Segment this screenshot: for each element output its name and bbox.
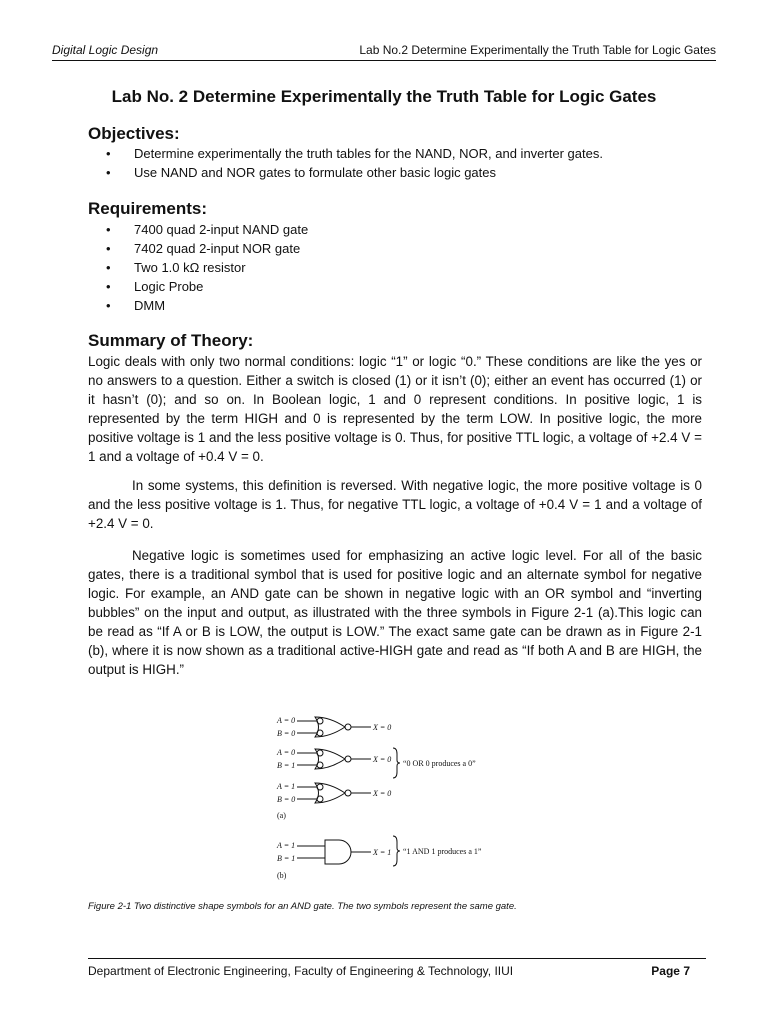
gate1-input-a: A = 0 [277, 716, 296, 725]
and-input-b: B = 1 [277, 854, 296, 863]
list-item: • Logic Probe [106, 277, 308, 296]
header-course-title: Digital Logic Design [52, 43, 159, 57]
figure-caption: Figure 2-1 Two distinctive shape symbols for an AND gate. The two symbols represent the same gate. [88, 901, 517, 912]
header-lab-title: Lab No.2 Determine Experimentally the Truth Table for Logic Gates [359, 43, 716, 57]
figure-b-note: “1 AND 1 produces a 1” [403, 847, 482, 856]
gate3-input-b: B = 0 [277, 795, 296, 804]
theory-heading: Summary of Theory: [88, 331, 254, 350]
figure-a-label: (a) [277, 811, 286, 820]
and-output: X = 1 [373, 848, 392, 857]
gate2-input-b: B = 1 [277, 761, 296, 770]
page-number: Page 7 [651, 964, 690, 978]
theory-paragraph-3: Negative logic is sometimes used for emphasizing an active logic level. For all of the basic gates, there is a traditional symbol that is used for positive logic and an alternate symbol for negative logic. For example, an AND gate can be shown in negative logic with an OR symbol and “inverting bubbles” on the input and output, as illustrated with the three symbols in Figure 2-1 (a).This logic can be read as “If A or B is LOW, the output is LOW.” The exact same gate can be drawn as in Figure 2-1 (b), where it is now shown as a traditional active-HIGH gate and read as “If both A and B are HIGH, the output is HIGH.” [88, 548, 702, 677]
header-rule [52, 60, 716, 61]
list-item: • Use NAND and NOR gates to formulate other basic logic gates [106, 163, 603, 182]
theory-paragraph-1: Logic deals with only two normal conditions: logic “1” or logic “0.” These conditions are like the yes or no answers to a question. Either a switch is closed (1) or it isn’t (0); either an event has occurred (1) or it hasn’t (0); and so on. In Boolean logic, 1 and 0 represent conditions. In positive logic, 1 is represented by the term HIGH and 0 is represented by the term LOW. In positive logic, the more positive voltage is 1 and the less positive voltage is 0. Thus, for positive TTL logic, a voltage of +2.4 V = 1 and a voltage of +0.4 V = 0. [88, 354, 702, 464]
gate3-input-a: A = 1 [277, 782, 296, 791]
and-input-a: A = 1 [277, 841, 296, 850]
footer-department: Department of Electronic Engineering, Faculty of Engineering & Technology, IIUI [88, 964, 514, 978]
gate2-input-a: A = 0 [277, 748, 296, 757]
list-item: • 7400 quad 2-input NAND gate [106, 220, 308, 239]
gate1-input-b: B = 0 [277, 729, 296, 738]
list-item: • DMM [106, 296, 308, 315]
figure-b-label: (b) [277, 871, 287, 880]
gate2-output: X = 0 [373, 755, 392, 764]
list-item: • Two 1.0 kΩ resistor [106, 258, 308, 277]
page-title: Lab No. 2 Determine Experimentally the Truth Table for Logic Gates [111, 87, 657, 106]
list-item: • 7402 quad 2-input NOR gate [106, 239, 308, 258]
gate3-output: X = 0 [373, 789, 392, 798]
figure-2-1 [275, 708, 525, 883]
figure-a-note: “0 OR 0 produces a 0” [403, 759, 476, 768]
objectives-heading: Objectives: [88, 124, 180, 143]
gate1-output: X = 0 [373, 723, 392, 732]
requirements-list [106, 220, 308, 315]
negative-or-gate-3 [297, 783, 371, 803]
theory-paragraph-2: In some systems, this definition is reversed. With negative logic, the more positive voltage is 0 and the less positive voltage is 1. Thus, for negative TTL logic, a voltage of +0.4 V = 1 and a voltage of +2.4 V = 0. [88, 478, 702, 531]
negative-or-gate-2 [297, 749, 371, 769]
requirements-heading: Requirements: [88, 199, 208, 218]
and-gate [297, 840, 371, 864]
footer-rule [88, 958, 706, 959]
objectives-list [106, 144, 603, 182]
list-item: • Determine experimentally the truth tables for the NAND, NOR, and inverter gates. [106, 144, 603, 163]
negative-or-gate-1 [297, 717, 371, 737]
